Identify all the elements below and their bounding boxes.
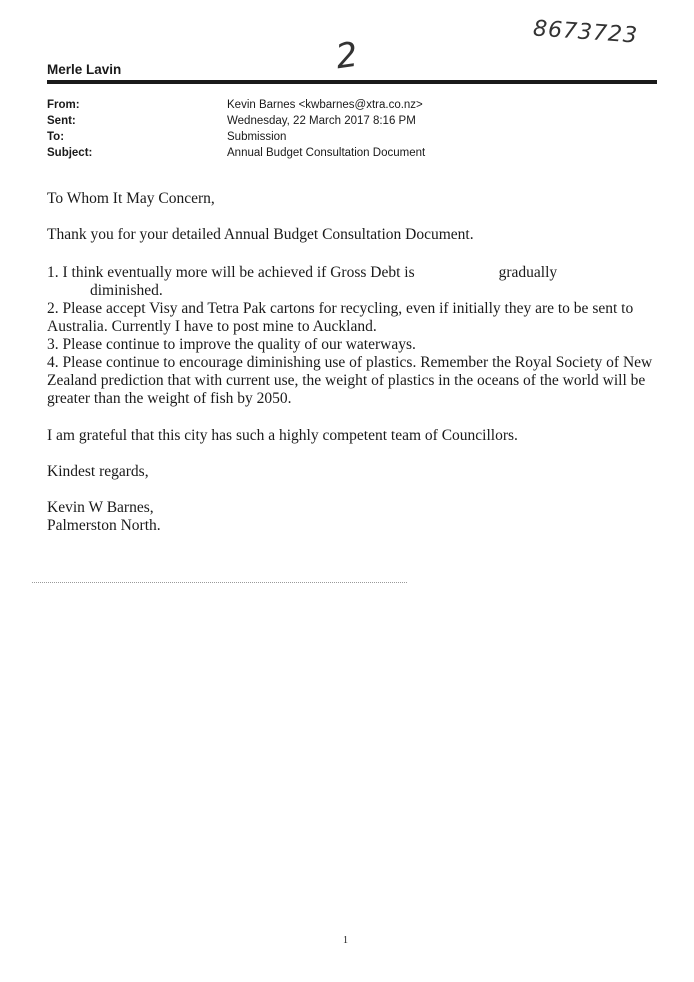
to-value: Submission — [227, 131, 287, 143]
header-divider — [47, 80, 657, 84]
handwritten-reference-number: 8673723 — [532, 16, 639, 49]
from-label: From: — [47, 99, 80, 111]
from-row — [47, 97, 607, 113]
to-label: To: — [47, 131, 65, 143]
gratitude-paragraph: I am grateful that this city has such a highly competent team of Councillors. — [47, 427, 518, 444]
thanks-paragraph: Thank you for your detailed Annual Budget Consultation Document. — [47, 226, 474, 243]
email-body — [47, 190, 657, 535]
point-1-text: 1. I think eventually more will be achieved if Gross Debt is — [47, 264, 415, 281]
point-1-gradually: gradually — [498, 264, 558, 281]
sent-label: Sent: — [47, 115, 76, 127]
subject-value: Annual Budget Consultation Document — [227, 147, 426, 159]
email-header — [47, 97, 607, 161]
scan-dotted-line — [32, 582, 407, 583]
mailbox-owner-name: Merle Lavin — [47, 62, 122, 77]
subject-row — [47, 145, 607, 161]
handwritten-page-mark: 2 — [333, 34, 361, 78]
to-row — [47, 129, 607, 145]
point-1 — [47, 264, 657, 300]
subject-label: Subject: — [47, 147, 93, 159]
point-3: 3. Please continue to improve the quality of our waterways. — [47, 336, 416, 353]
page-number: 1 — [343, 935, 348, 946]
point-1-continuation: diminished. — [90, 282, 163, 299]
sent-value: Wednesday, 22 March 2017 8:16 PM — [227, 115, 416, 127]
from-value: Kevin Barnes <kwbarnes@xtra.co.nz> — [227, 99, 423, 111]
salutation: To Whom It May Concern, — [47, 190, 215, 207]
sent-row — [47, 113, 607, 129]
signature-place: Palmerston North. — [47, 517, 161, 534]
signature-name: Kevin W Barnes, — [47, 499, 154, 516]
point-4: 4. Please continue to encourage diminishing use of plastics. Remember the Royal Society of New Zealand prediction that with current use, the weight of plastics in the oceans of the world will be greater than the weight of fish by 2050. — [47, 354, 653, 407]
closing: Kindest regards, — [47, 463, 149, 480]
point-2: 2. Please accept Visy and Tetra Pak cartons for recycling, even if initially they are to be sent to Australia. Currently I have to post mine to Auckland. — [47, 300, 634, 335]
